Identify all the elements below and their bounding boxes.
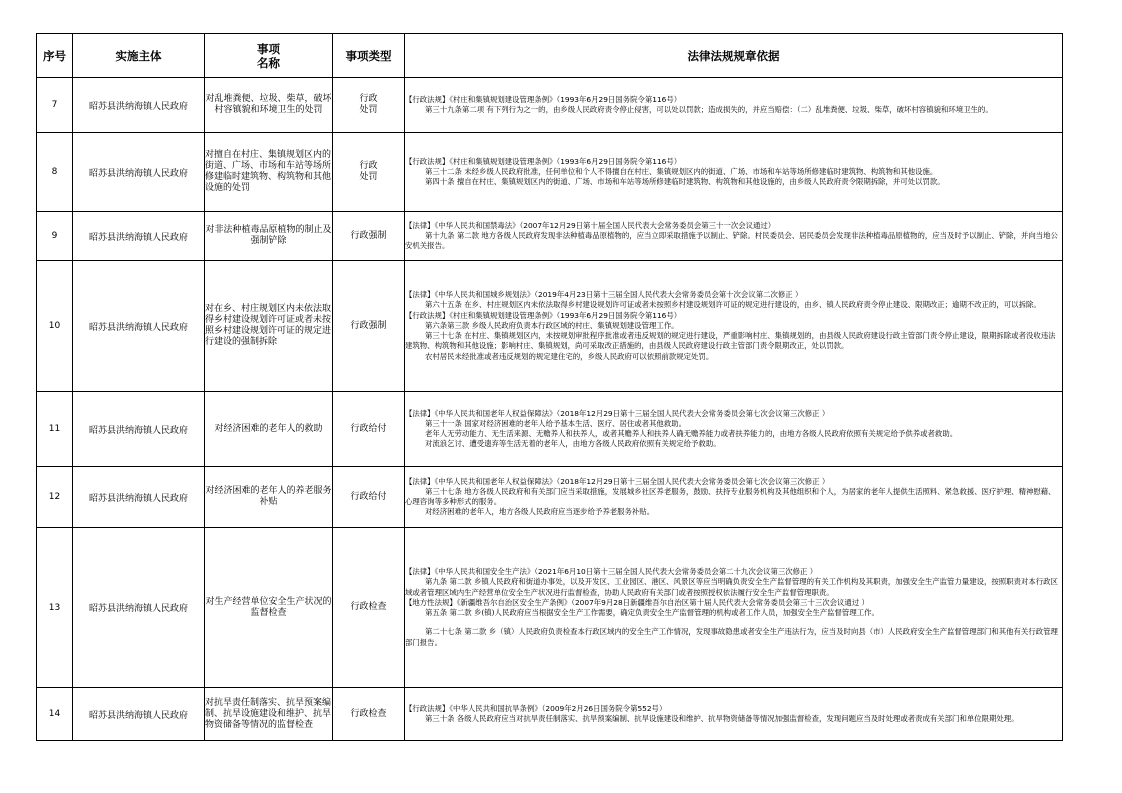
- row-item: 对经济困难的老年人的救助: [205, 392, 333, 467]
- legal-line: 第五条 第二款 乡(镇)人民政府应当根据安全生产工作需要，确定负责安全生产监督管理的机构或者工作人员，加强安全生产监督管理工作。: [424, 608, 879, 618]
- row-item: 对抗旱责任制落实、抗旱预案编制、抗旱设施建设和维护、抗旱物资储备等情况的监督检查: [205, 688, 333, 741]
- header-num: 序号: [37, 34, 73, 78]
- header-subject: 实施主体: [73, 34, 205, 78]
- header-item-line2: 名称: [257, 55, 280, 70]
- legal-line: 【法律】《中华人民共和国城乡规划法》（2019年4月23日第十三届全国人民代表大会常务委员会第十次会议第二次修正 ）: [405, 290, 803, 300]
- legal-line: 【法律】《中华人民共和国安全生产法》（2021年6月10日第十三届全国人民代表大会常务委员会第二十九次会议第三次修正 ）: [405, 567, 818, 577]
- row-legal: [405, 78, 1063, 133]
- row-item: 对擅自在村庄、集镇规划区内的街道、广场、市场和车站等场所修建临时建筑物、构筑物和其他设施的处罚: [205, 133, 333, 212]
- legal-line: 【法律】《中华人民共和国禁毒法》（2007年12月29日第十届全国人民代表大会常务委员会第三十一次会议通过）: [405, 220, 776, 230]
- legal-line: 第三十一条 国家对经济困难的老年人给予基本生活、医疗、居住或者其他救助。: [424, 418, 686, 428]
- legal-line: 【行政法规】《中华人民共和国抗旱条例》（2009年2月26日国务院令第552号）: [405, 703, 667, 713]
- row-item: 对在乡、村庄规划区内未依法取得乡村建设规划许可证或者未按照乡村建设规划许可证的规定进行建设的强制拆除: [205, 261, 333, 392]
- legal-line: 【行政法规】《村庄和集镇规划建设管理条例》（1993年6月29日国务院令第116号）: [405, 94, 682, 104]
- row-type: 行政给付: [333, 467, 405, 528]
- row-type: 行政强制: [333, 261, 405, 392]
- table-row: [37, 212, 1063, 261]
- paragraph-gap: [405, 618, 1062, 627]
- row-legal: [405, 467, 1063, 528]
- legal-line: 【法律】《中华人民共和国老年人权益保障法》（2018年12月29日第十三届全国人民代表大会常务委员会第七次会议第三次修正 ）: [405, 408, 830, 418]
- legal-line: 老年人无劳动能力、无生活来源、无赡养人和扶养人，或者其赡养人和扶养人确无赡养能力或者扶养能力的，由地方各级人民政府依照有关规定给予供养或者救助。: [424, 429, 958, 438]
- row-num: 13: [37, 528, 73, 688]
- row-item: 对经济困难的老年人的养老服务补贴: [205, 467, 333, 528]
- row-subject: 昭苏县洪纳海镇人民政府: [73, 467, 205, 528]
- row-item: 对非法种植毒品原植物的制止及强制铲除: [205, 212, 333, 261]
- row-num: 9: [37, 212, 73, 261]
- row-item: 对乱堆粪便、垃圾、柴草，破坏村容镇貌和环境卫生的处罚: [205, 78, 333, 133]
- legal-line: 【地方性法规】《新疆维吾尔自治区安全生产条例》（2007年9月28日新疆维吾尔自治区第十届人民代表大会常务委员会第三十三次会议通过 ）: [405, 597, 869, 607]
- row-num: 14: [37, 688, 73, 741]
- table-row: [37, 467, 1063, 528]
- legal-line: 对流浪乞讨、遭受遗弃等生活无着的老年人，由地方各级人民政府依照有关规定给予救助。: [424, 439, 721, 449]
- header-item-line1: 事项: [257, 41, 280, 56]
- legal-line: 农村居民未经批准或者违反规划的规定建住宅的，乡级人民政府可以依照前款规定处罚。: [424, 351, 714, 361]
- row-legal: [405, 392, 1063, 467]
- row-subject: 昭苏县洪纳海镇人民政府: [73, 528, 205, 688]
- row-subject: 昭苏县洪纳海镇人民政府: [73, 392, 205, 467]
- header-row: [37, 34, 1063, 78]
- row-type-text: 行政处罚: [359, 94, 378, 115]
- legal-line: 第二十七条 第二款 乡（镇）人民政府负责检查本行政区域内的安全生产工作情况，发现事故隐患或者安全生产违法行为，应当及时向县（市）人民政府安全生产监督管理部门和其他有关行政管理部门报告。: [405, 627, 1058, 647]
- legal-line: 【法律】《中华人民共和国老年人权益保障法》（2018年12月29日第十三届全国人民代表大会常务委员会第七次会议第三次修正 ）: [405, 476, 830, 486]
- row-subject: 昭苏县洪纳海镇人民政府: [73, 212, 205, 261]
- table-row: [37, 78, 1063, 133]
- legal-line: 第三十七条 在村庄、集镇规划区内，未按规划审批程序批准或者违反规划的规定进行建设，严重影响村庄、集镇规划的，由县级人民政府建设行政主管部门责令停止建设，限期拆除或者没收违法建筑物、构筑物和其他设施；影响村庄、集镇规划，尚可采取改正措施的，由县级人民政府建设行政主管部门责令限期改正，处以罚款。: [405, 331, 1056, 351]
- row-legal: [405, 528, 1063, 688]
- legal-line: 第三十条 各级人民政府应当对抗旱责任制落实、抗旱预案编制、抗旱设施建设和维护、抗旱物资储备等情况加强监督检查，发现问题应当及时处理或者责成有关部门和单位限期处理。: [424, 714, 1019, 723]
- header-item: [205, 34, 333, 78]
- legal-line: 第三十九条第二项 有下列行为之一的，由乡级人民政府责令停止侵害，可以处以罚款；造成损失的，并应当赔偿：（二）乱堆粪便、垃圾、柴草，破坏村容镇貌和环境卫生的。: [424, 105, 993, 114]
- legal-line: 对经济困难的老年人，地方各级人民政府应当逐步给予养老服务补贴。: [424, 507, 655, 517]
- row-legal: [405, 212, 1063, 261]
- row-type: 行政检查: [333, 688, 405, 741]
- row-type: 行政检查: [333, 528, 405, 688]
- legal-line: 【行政法规】《村庄和集镇规划建设管理条例》（1993年6月29日国务院令第116号）: [405, 310, 682, 320]
- table-row: [37, 688, 1063, 741]
- row-num: 7: [37, 78, 73, 133]
- legal-line: 第三十七条 地方各级人民政府和有关部门应当采取措施，发展城乡社区养老服务，鼓励、扶持专业服务机构及其他组织和个人，为居家的老年人提供生活照料、紧急救援、医疗护理、精神慰藉、心理咨询等多种形式的服务。: [405, 486, 1056, 506]
- row-type: [333, 133, 405, 212]
- row-legal: [405, 133, 1063, 212]
- row-num: 11: [37, 392, 73, 467]
- row-type: 行政给付: [333, 392, 405, 467]
- row-type: [333, 78, 405, 133]
- row-num: 12: [37, 467, 73, 528]
- legal-line: 第四十条 擅自在村庄、集镇规划区内的街道、广场、市场和车站等场所修建临时建筑物、构筑物和其他设施的，由乡级人民政府责令限期拆除，并可处以罚款。: [424, 177, 945, 187]
- legal-line: 第三十二条 未经乡级人民政府批准，任何单位和个人不得擅自在村庄、集镇规划区内的街道、广场、市场和车站等场所修建临时建筑物、构筑物和其他设施。: [424, 166, 938, 176]
- responsibility-table: [36, 33, 1063, 741]
- row-num: 10: [37, 261, 73, 392]
- legal-line: 第九条 第二款 乡镇人民政府和街道办事处，以及开发区、工业园区、港区、风景区等应当明确负责安全生产监督管理的有关工作机构及其职责，加强安全生产监管力量建设，按照职责对本行政区域或者管理区域内生产经营单位安全生产状况进行监督检查，协助人民政府有关部门或者按照授权依法履行安全生产监督管理职责。: [405, 577, 1058, 597]
- header-type: 事项类型: [333, 34, 405, 78]
- row-type: 行政强制: [333, 212, 405, 261]
- table-row: [37, 528, 1063, 688]
- row-legal: [405, 688, 1063, 741]
- table-row: [37, 133, 1063, 212]
- row-subject: 昭苏县洪纳海镇人民政府: [73, 78, 205, 133]
- legal-line: 【行政法规】《村庄和集镇规划建设管理条例》（1993年6月29日国务院令第116号）: [405, 156, 682, 166]
- row-subject: 昭苏县洪纳海镇人民政府: [73, 688, 205, 741]
- row-subject: 昭苏县洪纳海镇人民政府: [73, 133, 205, 212]
- row-type-text: 行政处罚: [359, 161, 378, 182]
- legal-line: 第六十五条 在乡、村庄规划区内未依法取得乡村建设规划许可证或者未按照乡村建设规划许可证的规定进行建设的，由乡、镇人民政府责令停止建设、限期改正；逾期不改正的，可以拆除。: [424, 300, 1041, 310]
- header-legal: 法律法规规章依据: [405, 34, 1063, 78]
- legal-line: 第十九条 第二款 地方各级人民政府发现非法种植毒品原植物的，应当立即采取措施予以制止、铲除。村民委员会、居民委员会发现非法种植毒品原植物的，应当及时予以制止、铲除，并向当地公安机关报告。: [405, 230, 1058, 251]
- row-legal: [405, 261, 1063, 392]
- legal-line: 第六条第三款 乡级人民政府负责本行政区域的村庄、集镇规划建设管理工作。: [424, 320, 679, 330]
- row-num: 8: [37, 133, 73, 212]
- row-subject: 昭苏县洪纳海镇人民政府: [73, 261, 205, 392]
- table-row: [37, 261, 1063, 392]
- table-row: [37, 392, 1063, 467]
- row-item: 对生产经营单位安全生产状况的监督检查: [205, 528, 333, 688]
